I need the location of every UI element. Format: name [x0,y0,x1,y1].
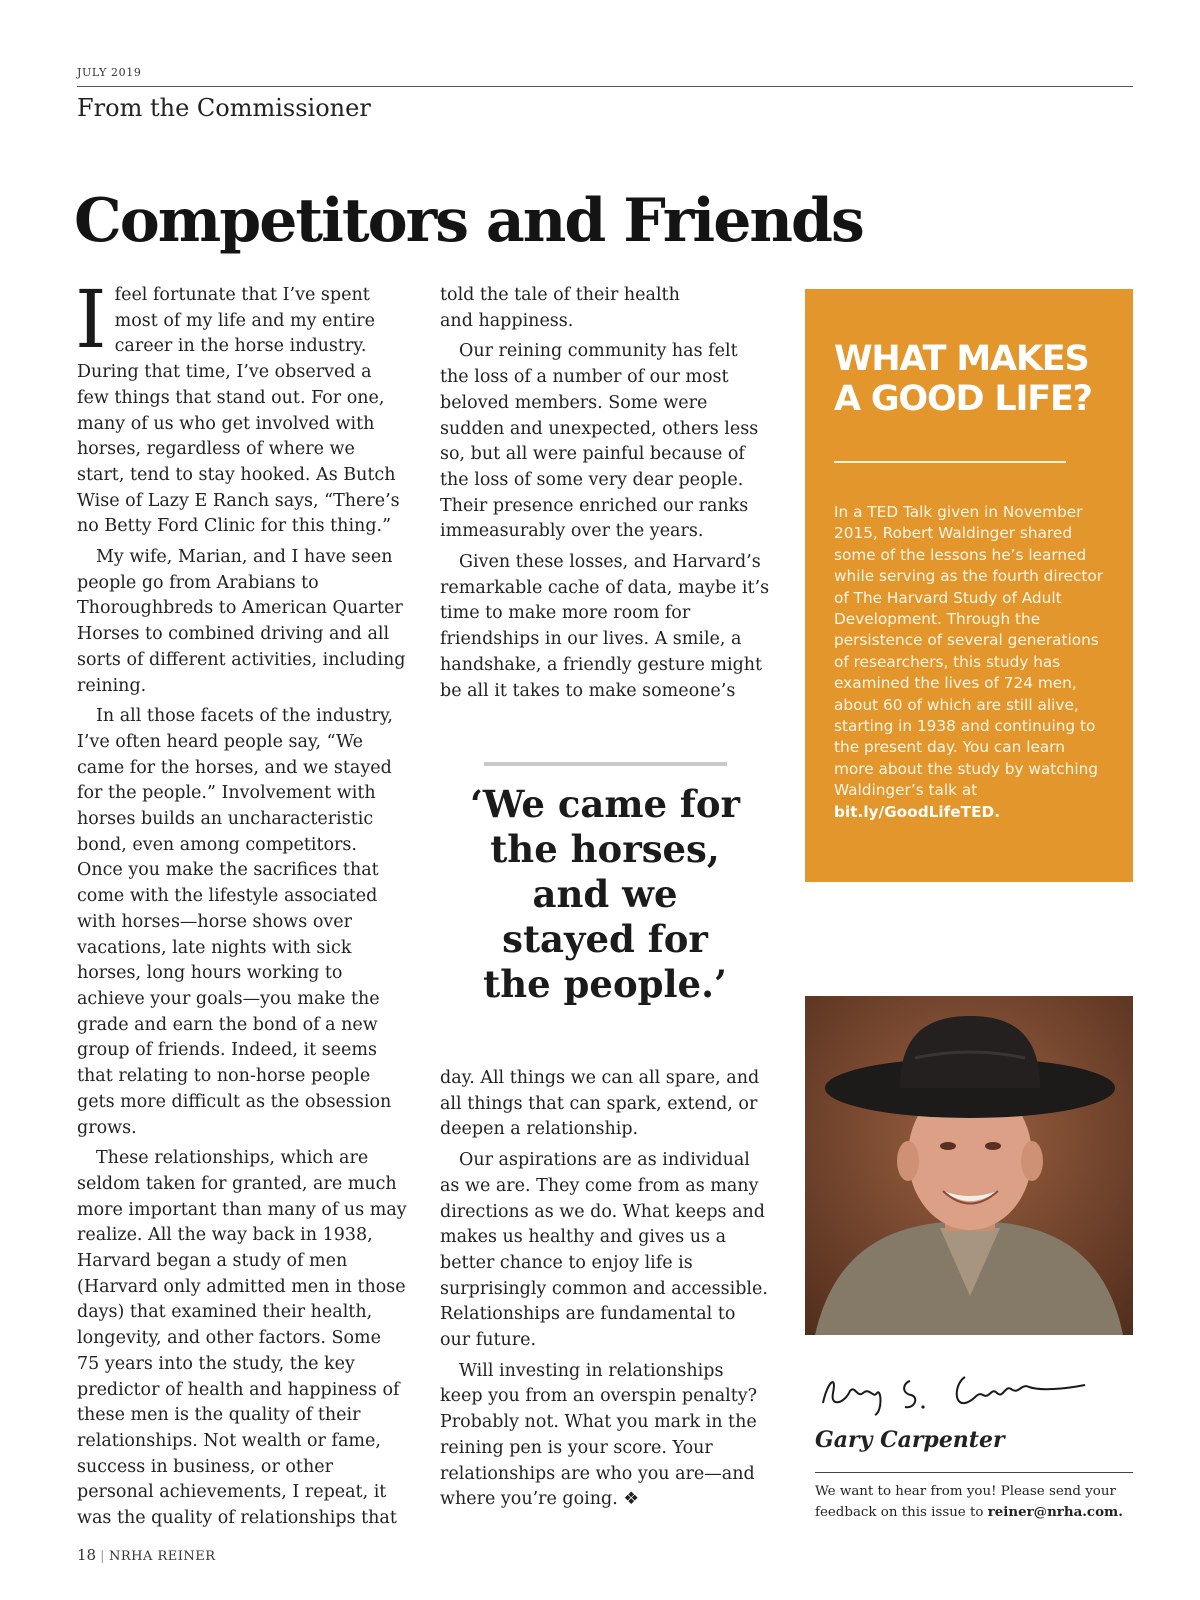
pull-quote: ‘We came for the horses, and we stayed for the people.’ [469,782,740,1006]
article-paragraph [75,273,407,540]
article-paragraph: Given these losses, and Harvard’s remarkable cache of data, maybe it’s time to make more room for friendships in our lives. A smile, a handshake, a friendly gesture might be all it takes to make someone’s [440,552,770,701]
end-mark-icon: ❖ [623,1489,640,1510]
article-paragraph: My wife, Marian, and I have seen people go from Arabians to Thoroughbreds to American Quarter Horses to combined driving and all sorts of different activities, including reining. [77,547,406,696]
footer-separator: | [100,1549,105,1564]
section-title: From the Commissioner [77,94,371,122]
signature-image [815,1363,1095,1421]
article-column-2-bottom [440,1066,770,1513]
pull-quote-rule [484,762,727,766]
sidebar-box [805,289,1133,882]
feedback-email-link[interactable]: reiner@nrha.com [987,1504,1119,1520]
header-divider [77,86,1133,87]
article-column-2-top [440,283,770,704]
sidebar-divider [834,461,1066,463]
drop-cap: I [75,273,107,366]
article-paragraph: These relationships, which are seldom taken for granted, are much more important than many of us may realize. All the way back in 1938, Harvard began a study of men (Harvard only admitted men in those days) that examined their health, longevity, and other factors. Some 75 years into the study, the key predictor of health and happiness of these men is the quality of their relationships. Not wealth or fame, success in business, or other personal achievements, I repeat, it was the quality of relationships that [77,1148,407,1529]
article-paragraph: told the tale of their health and happiness. [440,285,680,331]
ted-talk-link[interactable]: bit.ly/GoodLifeTED [834,802,995,821]
sidebar-title: WHAT MAKES A GOOD LIFE? [834,339,1092,419]
feedback-suffix: . [1118,1504,1123,1520]
sidebar-body [834,502,1106,823]
page-number: 18 [77,1546,97,1564]
signature-divider [815,1472,1133,1473]
publication-name: NRHA REINER [108,1549,216,1564]
issue-date: JULY 2019 [77,66,142,79]
article-paragraph: Our aspirations are as individual as we are. They come from as many directions as we do. What keeps and makes us healthy and gives us a better chance to enjoy life is surprisingly common and accessible. Relationships are fundamental to our future. [440,1150,768,1351]
paragraph-text: feel fortunate that I’ve spent most of my life and my entire career in the horse industry. During that time, I’ve observed a few things that stand out. For one, many of us who get involved with horses, regardless of where we start, tend to stay hooked. As Butch Wise of Lazy E Ranch says, “There’s no Betty Ford Clinic for this thing.” [77,285,400,537]
page-footer [77,1546,216,1564]
article-paragraph: Our reining community has felt the loss of a number of our most beloved members. Some were sudden and unexpected, others less so, but all were painful because of the loss of some very dear people. Their presence enriched our ranks immeasurably over the years. [440,341,759,542]
article-headline: Competitors and Friends [74,186,863,256]
feedback-text: We want to hear from you! Please send your feedback on this issue to [815,1484,1116,1520]
commissioner-photo [805,996,1133,1335]
sidebar-link-suffix: . [994,802,1001,821]
article-paragraph [440,1359,770,1513]
article-paragraph: In all those facets of the industry, I’ve often heard people say, “We came for the horses, and we stayed for the people.” Involvement with horses builds an uncharacteristic bond, even among competitors. Once you make the sacrifices that come with the lifestyle associated with horses—horse shows over vacations, late nights with sick horses, long hours working to achieve your goals—you make the grade and earn the bond of a new group of friends. Indeed, it seems that relating to non-horse people gets more difficult as the obsession grows. [77,706,393,1138]
article-paragraph: day. All things we can all spare, and all things that can spark, extend, or deepen a relationship. [440,1068,760,1140]
paragraph-text: Will investing in relationships keep you from an overspin penalty? Probably not. What you mark in the reining pen is your score. Your relationships are who you are—and where you’re going. [440,1360,758,1510]
article-column-1 [75,273,407,1532]
signer-name: Gary Carpenter [815,1427,1005,1453]
portrait-image [805,996,1133,1335]
sidebar-text: In a TED Talk given in November 2015, Robert Waldinger shared some of the lessons he’s learned while serving as the fourth director of The Harvard Study of Adult Development. Through the persistence of several generations of researchers, this study has examined the lives of 724 men, about 60 of which are still alive, starting in 1938 and continuing to the present day. You can learn more about the study by watching Waldinger’s talk at [834,503,1104,800]
feedback-note [815,1481,1137,1523]
